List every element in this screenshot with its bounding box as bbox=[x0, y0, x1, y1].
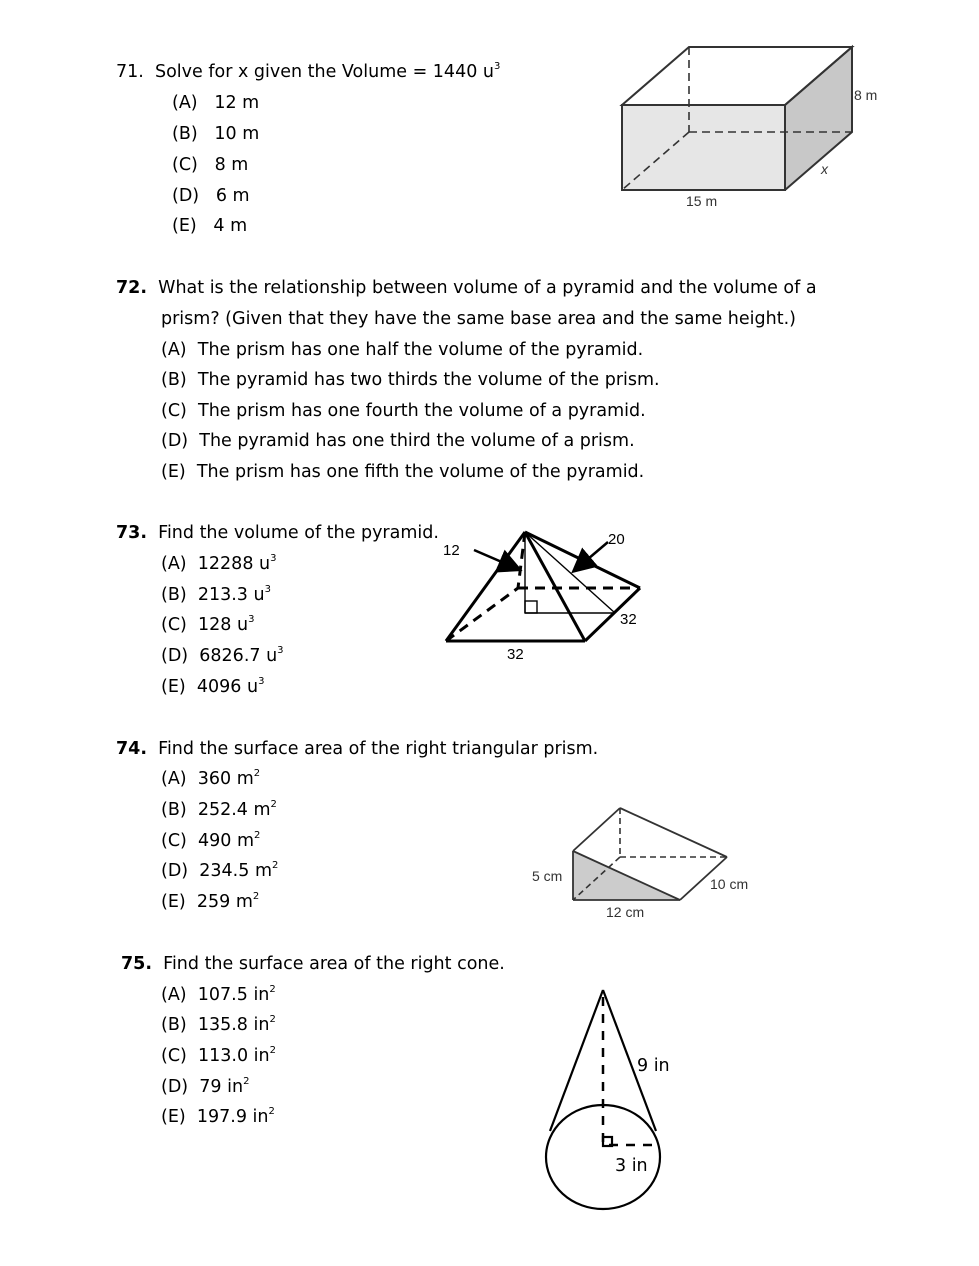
q75-number: 75. bbox=[121, 954, 153, 974]
q72-question-text-1: What is the relationship between volume of a pyramid and the volume of a bbox=[158, 278, 817, 298]
front-face bbox=[622, 105, 785, 190]
choice-letter: (B) bbox=[161, 585, 187, 605]
q73-choice-d[interactable] bbox=[161, 645, 284, 667]
q74-depth-label: 10 cm bbox=[710, 876, 749, 892]
choice-text: 79 in bbox=[199, 1077, 244, 1097]
choice-sup: 2 bbox=[269, 984, 276, 995]
q71-choice-d[interactable] bbox=[172, 185, 250, 207]
q71-height-label: 8 m bbox=[854, 87, 878, 103]
choice-text: The prism has one fifth the volume of the pyramid. bbox=[196, 462, 645, 482]
q72-question-line1 bbox=[116, 277, 817, 299]
choice-sup: 3 bbox=[270, 553, 277, 564]
choice-text: 107.5 in bbox=[197, 985, 270, 1005]
choice-sup: 3 bbox=[248, 614, 255, 625]
choice-letter: (A) bbox=[161, 554, 187, 574]
choice-letter: (C) bbox=[172, 155, 198, 175]
choice-letter: (C) bbox=[161, 401, 187, 421]
choice-text: The pyramid has two thirds the volume of the prism. bbox=[197, 370, 660, 390]
choice-text: The pyramid has one third the volume of a prism. bbox=[199, 431, 635, 451]
q73-question bbox=[116, 522, 439, 544]
choice-text: 252.4 m bbox=[197, 800, 271, 820]
q75-cone-figure bbox=[540, 985, 670, 1215]
q73-choice-b[interactable] bbox=[161, 584, 271, 606]
q72-choice-a[interactable] bbox=[161, 339, 643, 361]
choice-text: 8 m bbox=[214, 155, 249, 175]
q74-choice-c[interactable] bbox=[161, 830, 260, 852]
choice-letter: (B) bbox=[161, 800, 187, 820]
choice-sup: 3 bbox=[258, 676, 265, 687]
q71-number: 71. bbox=[116, 62, 144, 82]
choice-letter: (E) bbox=[161, 677, 186, 697]
q75-choice-e[interactable] bbox=[161, 1106, 275, 1128]
q72-choice-d[interactable] bbox=[161, 430, 635, 452]
q74-number: 74. bbox=[116, 739, 148, 759]
q73-choice-a[interactable] bbox=[161, 553, 276, 575]
q75-question-text: Find the surface area of the right cone. bbox=[163, 954, 505, 974]
q72-choice-b[interactable] bbox=[161, 369, 660, 391]
choice-text: 6 m bbox=[215, 186, 250, 206]
choice-text: 135.8 in bbox=[197, 1015, 270, 1035]
choice-letter: (E) bbox=[161, 892, 186, 912]
q73-pyramid-figure bbox=[430, 520, 660, 650]
choice-text: 4096 u bbox=[196, 677, 259, 697]
q73-choice-e[interactable] bbox=[161, 676, 264, 698]
q72-question-line2: prism? (Given that they have the same base area and the same height.) bbox=[161, 309, 796, 329]
choice-letter: (A) bbox=[161, 985, 187, 1005]
q74-base-label: 12 cm bbox=[606, 904, 645, 920]
choice-text: 4 m bbox=[213, 216, 248, 236]
choice-letter: (C) bbox=[161, 1046, 187, 1066]
choice-letter: (D) bbox=[172, 186, 200, 206]
choice-letter: (A) bbox=[161, 340, 187, 360]
choice-text: 10 m bbox=[214, 124, 260, 144]
choice-letter: (D) bbox=[161, 1077, 189, 1097]
choice-letter: (C) bbox=[161, 831, 187, 851]
q73-slant-label: 20 bbox=[608, 531, 625, 548]
q71-depth-label: x bbox=[821, 161, 828, 177]
choice-letter: (D) bbox=[161, 646, 189, 666]
choice-text: 360 m bbox=[197, 769, 254, 789]
choice-letter: (B) bbox=[161, 1015, 187, 1035]
q71-question-text: Solve for x given the Volume = 1440 u bbox=[154, 62, 494, 82]
choice-text: The prism has one half the volume of the pyramid. bbox=[197, 340, 644, 360]
q72-choice-e[interactable] bbox=[161, 461, 644, 483]
choice-sup: 2 bbox=[243, 1076, 250, 1087]
q73-number: 73. bbox=[116, 523, 148, 543]
q74-choice-e[interactable] bbox=[161, 891, 259, 913]
choice-text: 12 m bbox=[214, 93, 260, 113]
q75-slant-label: 9 in bbox=[637, 1056, 670, 1076]
choice-sup: 2 bbox=[253, 768, 261, 779]
q75-choice-d[interactable] bbox=[161, 1076, 249, 1098]
q71-rectangular-prism-figure bbox=[610, 40, 890, 215]
q74-choice-d[interactable] bbox=[161, 860, 278, 882]
q75-radius-label: 3 in bbox=[615, 1156, 648, 1176]
q74-height-label: 5 cm bbox=[532, 868, 563, 884]
choice-text: 234.5 m bbox=[199, 861, 272, 881]
choice-text: 113.0 in bbox=[198, 1046, 270, 1066]
q73-side-label: 32 bbox=[620, 611, 637, 628]
q74-question bbox=[116, 738, 598, 760]
choice-sup: 2 bbox=[268, 1106, 275, 1117]
choice-text: 490 m bbox=[198, 831, 255, 851]
q71-choice-c[interactable] bbox=[172, 154, 248, 176]
q75-choice-b[interactable] bbox=[161, 1014, 276, 1036]
choice-text: The prism has one fourth the volume of a pyramid. bbox=[198, 401, 646, 421]
choice-sup: 2 bbox=[254, 830, 261, 841]
q74-triangular-prism-figure bbox=[565, 800, 745, 910]
choice-sup: 3 bbox=[264, 584, 271, 595]
choice-text: 197.9 in bbox=[196, 1107, 269, 1127]
choice-sup: 2 bbox=[272, 860, 279, 871]
q71-width-label: 15 m bbox=[686, 193, 718, 209]
choice-sup: 2 bbox=[252, 891, 260, 902]
choice-letter: (E) bbox=[161, 1107, 186, 1127]
q75-question bbox=[121, 953, 505, 975]
choice-sup: 2 bbox=[269, 1045, 277, 1056]
q74-choice-b[interactable] bbox=[161, 799, 277, 821]
choice-sup: 2 bbox=[269, 1014, 276, 1025]
q71-choice-a[interactable] bbox=[172, 92, 259, 114]
q75-choice-a[interactable] bbox=[161, 984, 276, 1006]
q73-choice-c[interactable] bbox=[161, 614, 254, 636]
choice-letter: (C) bbox=[161, 615, 187, 635]
choice-letter: (B) bbox=[161, 370, 187, 390]
choice-text: 12288 u bbox=[197, 554, 271, 574]
choice-text: 128 u bbox=[198, 615, 249, 635]
q71-choice-b[interactable] bbox=[172, 123, 259, 145]
q73-height-label: 12 bbox=[443, 542, 460, 559]
q75-choice-c[interactable] bbox=[161, 1045, 276, 1067]
q74-choice-a[interactable] bbox=[161, 768, 260, 790]
choice-letter: (E) bbox=[172, 216, 197, 236]
choice-text: 259 m bbox=[196, 892, 253, 912]
q74-question-text: Find the surface area of the right triangular prism. bbox=[158, 739, 599, 759]
side-face bbox=[785, 47, 852, 190]
choice-letter: (D) bbox=[161, 431, 189, 451]
q73-question-text: Find the volume of the pyramid. bbox=[158, 523, 439, 543]
choice-sup: 2 bbox=[270, 799, 277, 810]
choice-letter: (B) bbox=[172, 124, 198, 144]
q72-choice-c[interactable] bbox=[161, 400, 646, 422]
choice-text: 6826.7 u bbox=[199, 646, 278, 666]
q71-choice-e[interactable] bbox=[172, 215, 247, 237]
choice-sup: 3 bbox=[277, 645, 284, 656]
q71-question bbox=[116, 61, 500, 83]
choice-letter: (E) bbox=[161, 462, 186, 482]
choice-letter: (A) bbox=[161, 769, 187, 789]
choice-text: 213.3 u bbox=[197, 585, 265, 605]
q71-question-sup: 3 bbox=[494, 61, 501, 72]
q72-number: 72. bbox=[116, 278, 148, 298]
choice-letter: (A) bbox=[172, 93, 198, 113]
choice-letter: (D) bbox=[161, 861, 189, 881]
q73-base-label: 32 bbox=[507, 646, 524, 663]
